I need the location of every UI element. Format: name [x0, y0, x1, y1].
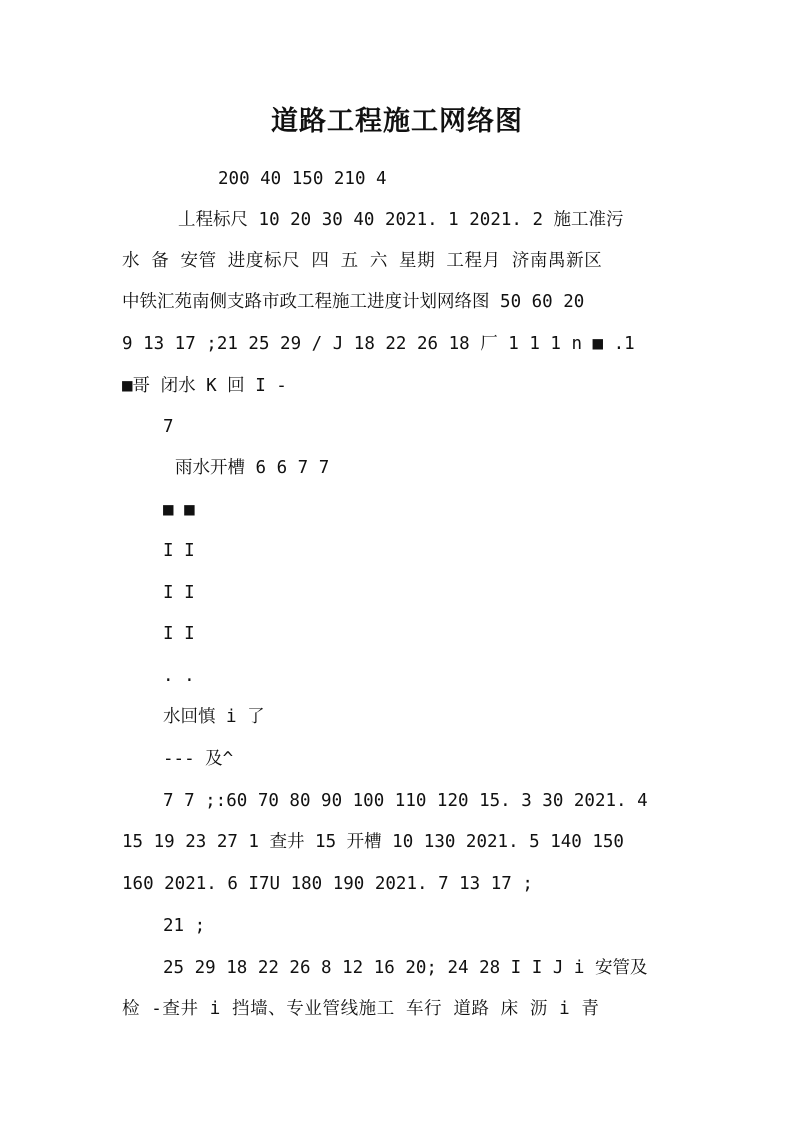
text-line-16: 7 7 ;:60 70 80 90 100 110 120 15. 3 30 2021. 4 [163, 791, 648, 811]
text-line-3: 水 备 安管 进度标尺 四 五 六 星期 工程月 济南禺新区 [122, 251, 603, 271]
text-line-21: 检 -查井 i 挡墙、专业管线施工 车行 道路 床 沥 i 青 [122, 999, 600, 1019]
text-line-19: 21 ; [163, 916, 206, 936]
text-line-17: 15 19 23 27 1 查井 15 开槽 10 130 2021. 5 140 150 [122, 832, 624, 852]
text-line-13: . . [163, 666, 195, 686]
document-title: 道路工程施工网络图 [271, 106, 523, 137]
text-line-6: ■哥 闭水 K 回 I - [122, 376, 287, 396]
text-line-11: I I [163, 583, 195, 603]
text-line-4: 中铁汇苑南侧支路市政工程施工进度计划网络图 50 60 20 [122, 292, 585, 312]
text-line-1: 200 40 150 210 4 [218, 169, 387, 189]
text-line-18: 160 2021. 6 I7U 180 190 2021. 7 13 17 ; [122, 874, 533, 894]
text-line-5: 9 13 17 ;21 25 29 / J 18 22 26 18 厂 1 1 1 n ■ .1 [122, 334, 635, 354]
text-line-10: I I [163, 541, 195, 561]
text-line-9: ■ ■ [163, 500, 195, 520]
text-line-8: 雨水开槽 6 6 7 7 [175, 458, 330, 478]
text-line-15: --- 及^ [163, 749, 234, 769]
text-line-7: 7 [163, 417, 174, 437]
text-line-2: 丄程标尺 10 20 30 40 2021. 1 2021. 2 施工准污 [178, 210, 624, 230]
text-line-20: 25 29 18 22 26 8 12 16 20; 24 28 I I J i 安管及 [163, 958, 648, 978]
text-line-14: 水回慎 i 了 [163, 707, 265, 727]
text-line-12: I I [163, 624, 195, 644]
